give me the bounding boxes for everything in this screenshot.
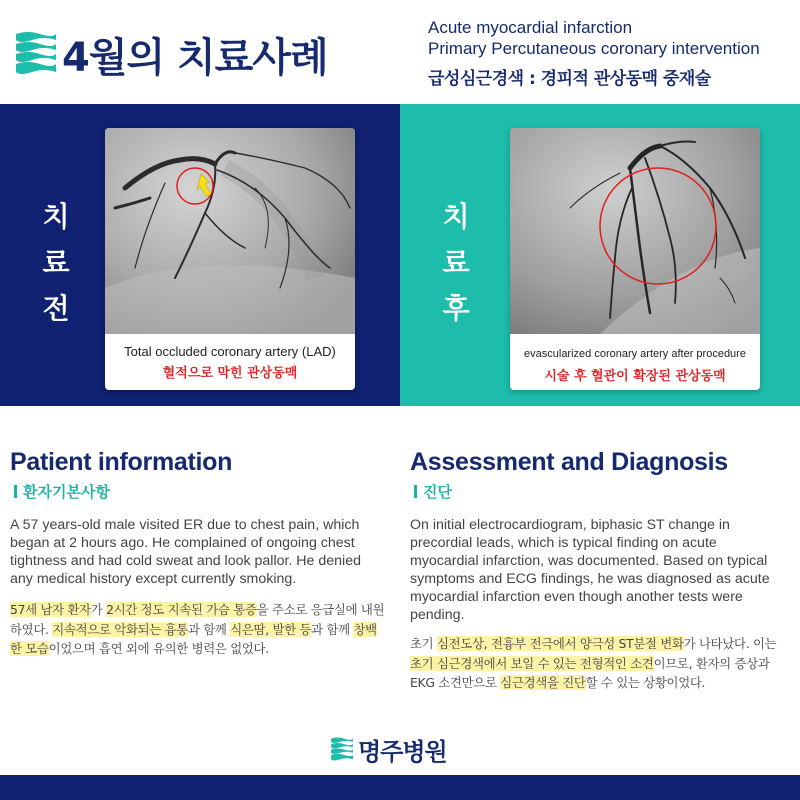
assessment-section-title: Assessment and Diagnosis [410,448,728,476]
assessment-english-paragraph: On initial electrocardiogram, biphasic ST change in precordial leads, which is typical finding on acute myocardial infarction, was documented. Based on typical symptoms and ECG findings, he was diagnosed as acute myocardial infarction even though another tests were pending. [410,517,770,623]
patient-korean-paragraph: 57세 남자 환자가 2시간 정도 지속된 가슴 통증을 주소로 응급실에 내원하였다. 지속적으로 악화되는 흉통과 함께 식은땀, 발한 등과 함께 창백한 모습이었으며 흡연 외에 유의한 병력은 없었다. [10,602,385,656]
english-subtitle-1: Acute myocardial infarction [428,18,633,37]
header [0,0,800,104]
hospital-logo-icon [330,736,354,762]
patient-section-subtitle: 환자기본사항 [10,481,385,502]
after-vertical-label: 치 료 후 [442,200,470,325]
hospital-logo-icon [14,30,58,76]
angiogram-before-image [105,128,355,334]
patient-english-paragraph: A 57 years-old male visited ER due to chest pain, which began at 2 hours ago. He complained of ongoing chest tightness and had cold sweat and look pallor. He denied any medical history except currently smoking. [10,517,361,587]
before-image-card [105,128,355,390]
assessment-section-subtitle: 진단 [410,481,785,502]
angiogram-after-image [510,128,760,334]
patient-section-title: Patient information [10,448,233,476]
after-image-card [510,128,760,390]
hospital-name: 명주병원 [358,737,447,766]
after-treatment-panel [400,104,800,406]
before-treatment-panel [0,104,400,406]
korean-subtitle: 급성심근경색 : 경피적 관상동맥 중재술 [428,69,711,89]
before-caption-en: Total occluded coronary artery (LAD) [124,344,336,359]
page-title: 4월의 치료사례 [62,35,328,81]
after-caption-ko: 시술 후 혈관이 확장된 관상동맥 [544,369,726,384]
before-vertical-label: 치 료 전 [42,200,70,325]
footer-hospital-logo [330,733,447,765]
assessment-diagnosis-section [410,448,785,690]
before-caption-ko: 혈적으로 막힌 관상동맥 [162,366,298,381]
assessment-korean-paragraph: 초기 심전도상, 전흉부 전극에서 양극성 ST분절 변화가 나타났다. 이는 초기 심근경색에서 보일 수 있는 전형적인 소견이므로, 환자의 증상과 EKG 소견만으로 심근경색을 진단할 수 있는 상황이었다. [410,636,777,690]
english-subtitle-2: Primary Percutaneous coronary intervention [428,39,760,58]
after-caption-en: evascularized coronary artery after procedure [524,348,746,360]
patient-information-section [10,448,385,656]
footer-bar [0,775,800,800]
